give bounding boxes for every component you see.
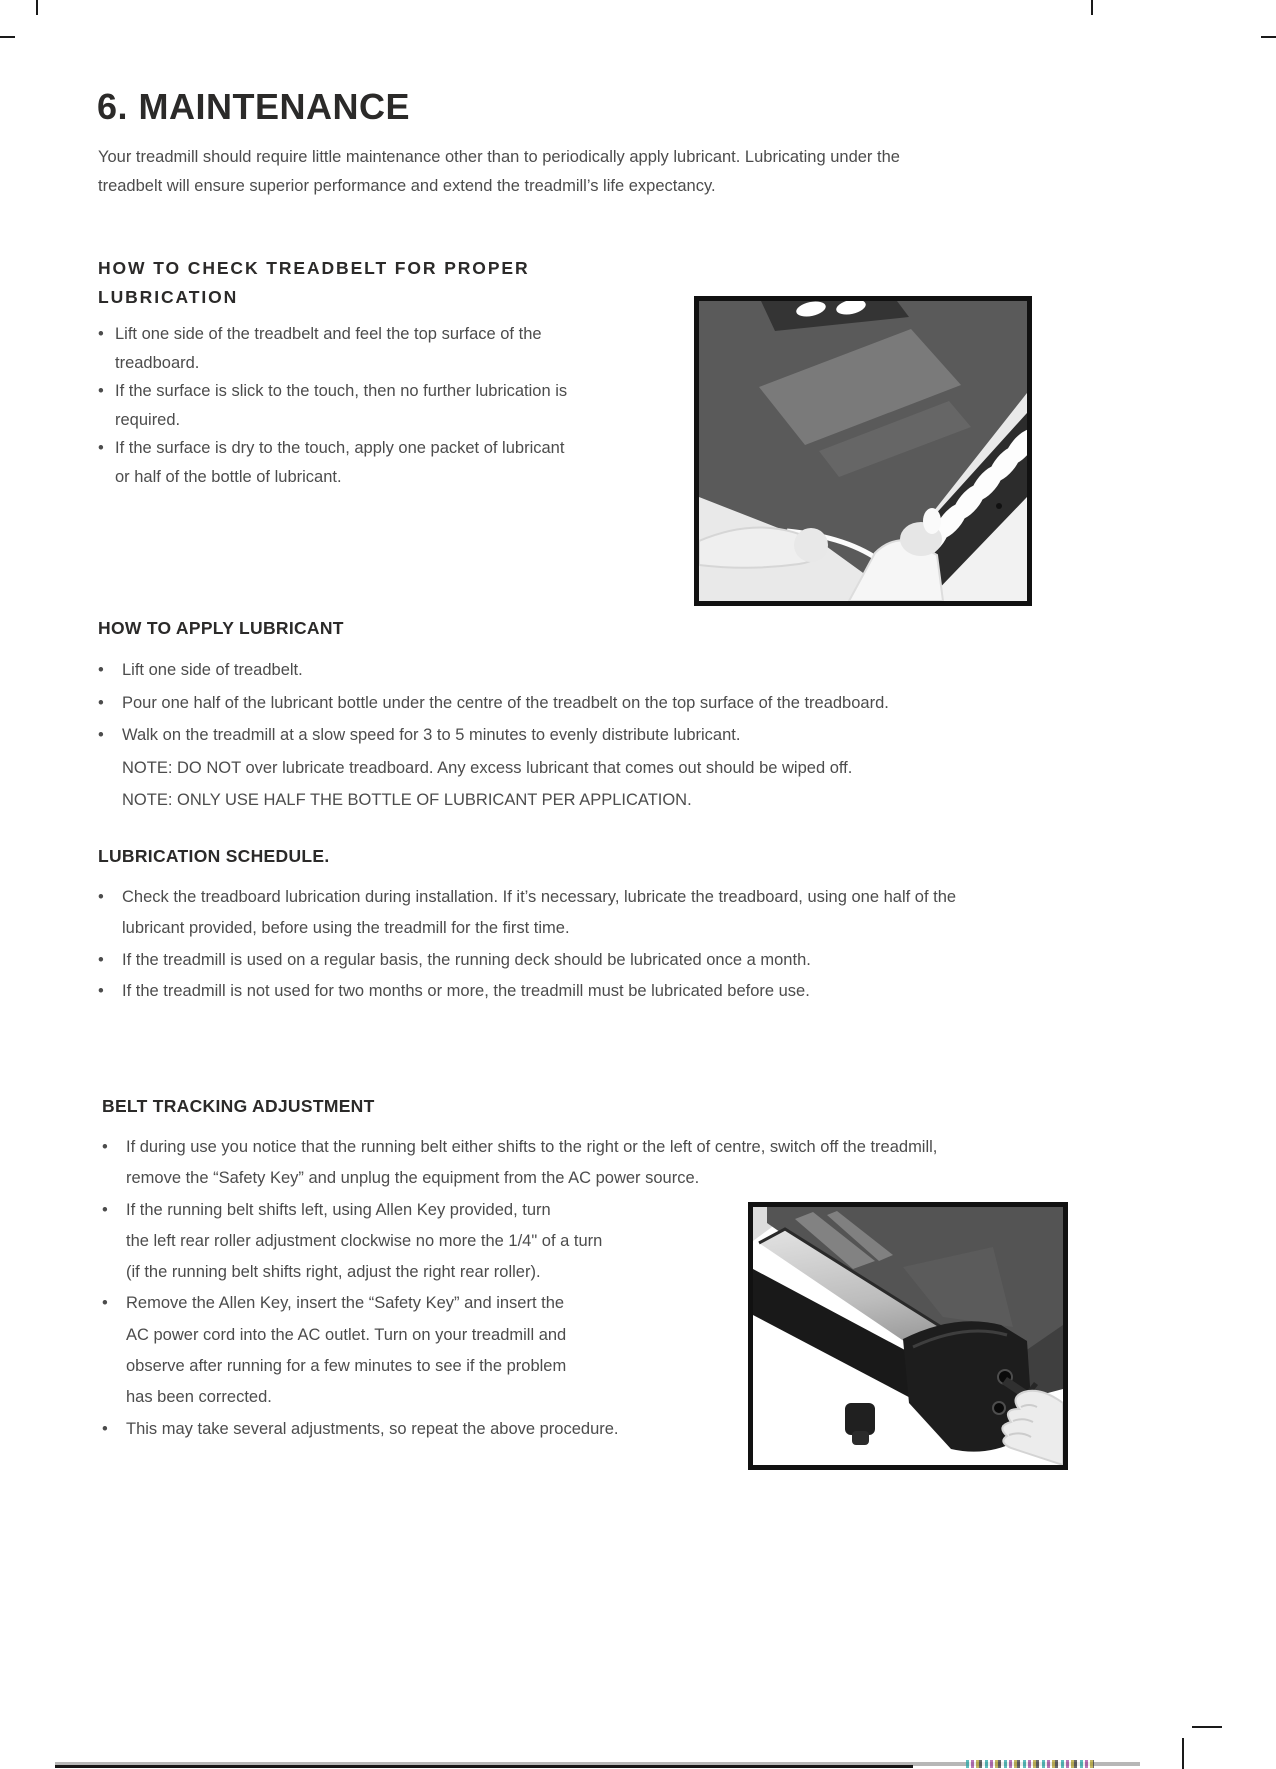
bullet-text [122, 945, 811, 976]
bullet-line: Remove the Allen Key, insert the “Safety Key” and insert the [126, 1294, 565, 1313]
bullet-line: or half of the bottle of lubricant. [115, 467, 342, 486]
bullet-text [126, 1288, 566, 1413]
bottom-trim-line-black [55, 1765, 913, 1768]
bullet-line: If the treadmill is not used for two months or more, the treadmill must be lubricated before use. [122, 981, 810, 1000]
list-item [98, 945, 956, 976]
bullet-line: observe after running for a few minutes to see if the problem [126, 1357, 567, 1376]
bullet-line: If the surface is dry to the touch, apply one packet of lubricant [115, 439, 565, 457]
bullet-marker: • [98, 382, 104, 400]
bullet-line: If the treadmill is used on a regular basis, the running deck should be lubricated once a month. [122, 950, 811, 969]
section-heading [98, 254, 567, 312]
bullet-text [126, 1195, 602, 1289]
bullet-line: has been corrected. [126, 1388, 272, 1407]
bullet-marker: • [98, 661, 104, 679]
bullet-line: (if the running belt shifts right, adjust the right rear roller). [126, 1263, 541, 1282]
bullet-marker: • [98, 888, 104, 906]
bullet-line: Lift one side of treadbelt. [122, 661, 303, 679]
bullet-marker: • [102, 1138, 108, 1156]
bullet-line: Pour one half of the lubricant bottle under the centre of the treadbelt on the top surface of the treadboard. [122, 693, 889, 712]
bullet-marker: • [98, 693, 104, 712]
intro-line: treadbelt will ensure superior performance and extend the treadmill’s life expectancy. [98, 177, 716, 195]
section-check-lubrication [98, 254, 567, 491]
section-apply-lubricant [98, 614, 889, 817]
bullet-list [98, 320, 567, 491]
bullet-line: the left rear roller adjustment clockwise no more the 1/4" of a turn [126, 1231, 603, 1250]
bullet-marker: • [98, 950, 104, 969]
bullet-line: lubricant provided, before using the treadmill for the first time. [122, 919, 570, 938]
bullet-line: required. [115, 410, 181, 429]
bullet-line: treadboard. [115, 353, 200, 372]
section-lubrication-schedule [98, 842, 956, 1007]
note-line: NOTE: ONLY USE HALF THE BOTTLE OF LUBRICANT PER APPLICATION. [122, 791, 692, 809]
page-title: 6. MAINTENANCE [97, 86, 411, 127]
bullet-marker: • [98, 726, 104, 744]
bullet-line: Check the treadboard lubrication during installation. If it’s necessary, lubricate the treadboard, using one half of the [122, 888, 957, 906]
bullet-line: AC power cord into the AC outlet. Turn on your treadmill and [126, 1325, 567, 1344]
crop-mark-top-right-horizontal [1261, 36, 1276, 38]
bullet-line: Lift one side of the treadbelt and feel the top surface of the [115, 325, 542, 343]
bullet-line: This may take several adjustments, so repeat the above procedure. [126, 1419, 619, 1438]
crop-mark-top-right-vertical [1091, 0, 1093, 15]
bullet-marker: • [102, 1200, 108, 1219]
bullet-marker: • [98, 325, 104, 343]
list-item [98, 719, 889, 752]
treadbelt-check-illustration [699, 301, 1027, 601]
bullet-text [115, 320, 542, 377]
bullet-list [98, 882, 956, 1007]
section-heading: HOW TO APPLY LUBRICANT [98, 618, 344, 638]
bullet-list [98, 654, 889, 817]
bullet-line: Walk on the treadmill at a slow speed for 3 to 5 minutes to evenly distribute lubricant. [122, 726, 741, 744]
bullet-text [126, 1132, 937, 1195]
bullet-line: If the surface is slick to the touch, then no further lubrication is [115, 382, 568, 400]
bullet-text [122, 976, 810, 1007]
intro-line: Your treadmill should require little maintenance other than to periodically apply lubricant. Lubricating under the [98, 148, 900, 166]
list-item [98, 320, 567, 377]
bullet-text [122, 654, 303, 687]
list-item [98, 654, 889, 687]
list-item [98, 976, 956, 1007]
bullet-marker: • [98, 981, 104, 1000]
crop-mark-bottom-right-horizontal [1192, 1726, 1222, 1728]
bullet-text [122, 882, 956, 945]
roller-adjustment-illustration [753, 1207, 1063, 1465]
section-heading: BELT TRACKING ADJUSTMENT [102, 1096, 375, 1116]
crop-mark-bottom-right-vertical [1182, 1738, 1184, 1769]
bullet-text [126, 1414, 619, 1445]
list-item [102, 1132, 937, 1195]
bullet-text [115, 377, 567, 434]
treadbelt-check-photo [694, 296, 1032, 606]
heading-line: LUBRICATION [98, 287, 239, 307]
roller-adjustment-photo [748, 1202, 1068, 1470]
bullet-text [122, 687, 889, 720]
bullet-marker: • [102, 1294, 108, 1313]
section-heading: LUBRICATION SCHEDULE. [98, 846, 330, 866]
heading-line: HOW TO CHECK TREADBELT FOR PROPER [98, 258, 530, 278]
list-item [98, 687, 889, 720]
bullet-line: If the running belt shifts left, using Allen Key provided, turn [126, 1200, 551, 1219]
bullet-text [122, 719, 740, 752]
print-registration-text [966, 1760, 1094, 1768]
note-line: NOTE: DO NOT over lubricate treadboard. Any excess lubricant that comes out should be wiped off. [122, 758, 853, 777]
crop-mark-top-left-horizontal [0, 36, 15, 38]
list-item [98, 882, 956, 945]
bullet-marker: • [102, 1419, 108, 1438]
bullet-line: If during use you notice that the running belt either shifts to the right or the left of centre, switch off the treadmill, [126, 1138, 938, 1156]
crop-mark-top-left-vertical [36, 0, 38, 15]
bullet-line: remove the “Safety Key” and unplug the equipment from the AC power source. [126, 1169, 700, 1188]
list-item [98, 434, 567, 491]
bullet-marker: • [98, 439, 104, 457]
bullet-text [115, 434, 564, 491]
list-item [98, 377, 567, 434]
intro-paragraph [98, 143, 900, 201]
